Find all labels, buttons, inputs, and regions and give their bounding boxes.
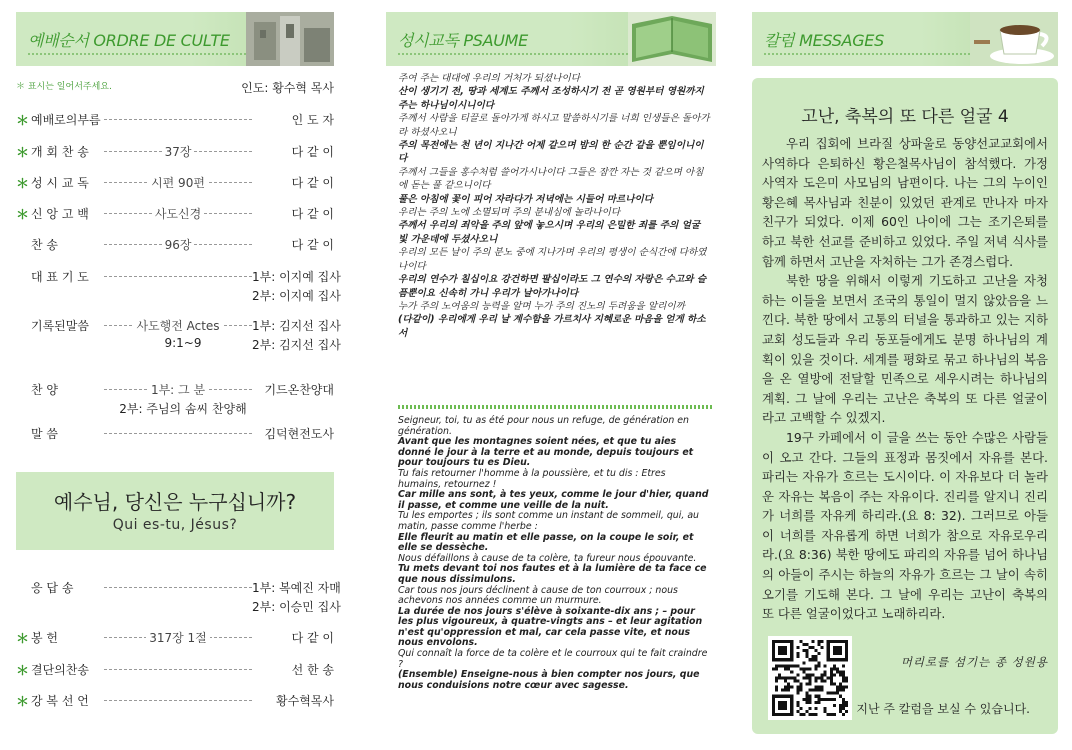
order-detail-2: 2부: 주님의 솜씨 찬양해	[119, 402, 247, 416]
psalm-verse: Qui connaît la force de ta colère et le courroux qui te fait craindre ?	[398, 648, 708, 670]
messages-column	[752, 0, 1058, 750]
psalm-response: La durée de nos jours s'élève à soixante-dix ans ; – pour les plus vigoureux, à quatre-vingts ans – et leur agitation n'est qu'oppression et mal, car cela passe vite, et nous nous envolons.	[398, 605, 703, 649]
stand-marker: ＊	[16, 177, 30, 192]
header-dotted-line	[764, 53, 978, 55]
order-person: 기드온찬양대	[264, 383, 334, 397]
order-person: 다 같 이	[291, 145, 334, 159]
order-row-offering	[16, 628, 334, 646]
order-row-psalm-reading	[16, 173, 334, 191]
messages-header	[752, 12, 1058, 66]
qr-code[interactable]	[768, 636, 852, 720]
order-person: 다 같 이	[291, 238, 334, 252]
psalm-response: Car mille ans sont, à tes yeux, comme le jour d'hier, quand il passe, et comme une veille de la nuit.	[398, 489, 709, 511]
order-label: 예배로의부름	[31, 113, 101, 127]
psalm-verse: Tu les emportes ; ils sont comme un instant de sommeil, qui, au matin, passe comme l'herbe :	[398, 510, 700, 532]
psalm-verse: 우리는 주의 노에 소멸되며 주의 분내심에 놀라나이다	[398, 207, 621, 219]
psalm-response: Tu mets devant toi nos fautes et à la lumière de ta face ce que nous dissimulons.	[398, 563, 707, 585]
order-row-dedication-hymn	[16, 660, 334, 678]
sermon-title-fr: Qui es-tu, Jésus?	[112, 517, 238, 533]
order-detail: 1부: 그 분	[104, 381, 252, 398]
order-row-creed	[16, 204, 334, 222]
column-body	[762, 134, 1048, 624]
service-leader: 인도: 황수혁 목사	[241, 81, 334, 95]
order-person: 황수혁목사	[276, 694, 334, 708]
psalm-title: 성시교독 PSAUME	[398, 31, 528, 50]
psalm-verse: Tu fais retourner l'homme à la poussière, et tu dis : Etres humains, retournez !	[398, 467, 666, 490]
psalm-verse: 주께서 사람을 티끌로 돌아가게 하시고 말씀하시기를 너희 인생들은 돌아가라 하셨사오니	[398, 113, 710, 138]
psalm-verse: Car tous nos jours déclinent à cause de ton courroux ; nous achevons nos années comme un murmure.	[398, 584, 678, 607]
worship-order-header	[16, 12, 334, 66]
church-building-image	[246, 12, 334, 66]
sermon-title-ko: 예수님, 당신은 누구십니까?	[53, 490, 297, 514]
psalm-response: (Ensemble) Enseigne-nous à bien compter nos jours, que nous conduisions notre cœur avec sagesse.	[398, 669, 700, 691]
psalm-verse: 주께서 그들을 홍수처럼 쓸어가시나이다 그들은 잠깐 자는 것 같으며 아침에 돋는 풀 같으니이다	[398, 166, 704, 192]
order-person: 다 같 이	[291, 207, 334, 221]
psalm-response: 풀은 아침에 꽃이 피어 자라다가 저녁에는 시들어 마르나이다	[398, 193, 654, 205]
psalm-column	[386, 0, 716, 750]
psalm-verse: Nous défaillons à cause de ta colère, ta fureur nous épouvante.	[398, 552, 697, 564]
order-label: 응 답 송	[31, 581, 74, 595]
column-paragraph: 19구 카페에서 이 글을 쓰는 동안 수많은 사람들이 오고 간다. 그들의 표정과 몸짓에서 자유를 본다. 파리는 자유가 흐르는 도시이다. 이 자유보다 더 놀라운 자유는 복음이 주는 자유이다. 진리를 알지니 진리가 너희를 자유케 하리라.(요 8: 32). 그러므로 아들이 너희를 자유롭게 하면 너희가 참으로 자유로우리라.(요 8:36) 북한 땅에도 파리의 자유를 넘어 하나님의 아들이 주시는 하늘의 자유가 흐르는 그 날이 속히 오기를 기도해 본다. 그 날에 우리는 고난이 축복의 또 다른 얼굴이었다고 노래하리라.	[762, 429, 1048, 622]
coffee-cup-image	[970, 12, 1058, 66]
order-detail: 사도행전 Actes	[104, 317, 252, 334]
order-label: 찬 양	[31, 383, 58, 397]
previous-column-link[interactable]: 지난 주 칼럼을 보실 수 있습니다.	[856, 702, 1030, 716]
psalm-response: 주께서 우리의 죄악을 주의 앞에 놓으시며 우리의 은밀한 죄를 주의 얼굴 빛 가운데에 두셨사오니	[398, 220, 701, 245]
worship-order-column	[16, 0, 341, 750]
order-row-anthem	[16, 380, 334, 416]
stand-marker: ＊	[16, 208, 30, 223]
order-row-sermon	[16, 424, 334, 442]
stand-marker: ＊	[16, 695, 30, 710]
order-row-hymn	[16, 235, 334, 253]
order-person: 인 도 자	[291, 113, 334, 127]
order-label: 강 복 선 언	[31, 694, 89, 708]
standing-note: ＊ 표시는 일어서주세요.	[16, 82, 112, 92]
order-person: 1부: 복예진 자매	[252, 581, 341, 595]
column-paragraph: 우리 집회에 브라질 상파울로 동양선교교회에서 사역하다 은퇴하신 황은철목사님이 참석했다. 가정 사역자 도은미 사모님의 남편이다. 나는 그의 누이인 황은혜 목사님과 친분이 있었던 관계로 만나자 마자 친구가 되었다. 이제 60인 나이에 그는 조기은퇴를 하고 북한 선교를 준비하고 있었다. 주일 저녁 식사를 함께 하면서 고난을 자처하는 그가 존경스럽다.	[762, 136, 1048, 269]
psalm-verse: 누가 주의 노여움의 능력을 알며 누가 주의 진노의 두려움을 알리이까	[398, 300, 685, 312]
order-person-2: 2부: 이승민 집사	[252, 600, 341, 614]
open-book-image	[628, 12, 716, 66]
worship-order-title: 예배순서 ORDRE DE CULTE	[28, 31, 230, 50]
order-detail: 시편 90편	[104, 174, 252, 191]
psalm-response: 주의 목전에는 천 년이 지나간 어제 같으며 밤의 한 순간 같을 뿐임이니이다	[398, 140, 704, 165]
order-row-response	[16, 578, 341, 614]
order-detail-2: 9:1~9	[164, 336, 202, 350]
psalm-korean	[398, 72, 710, 340]
order-row-call-to-worship	[16, 110, 334, 128]
order-label: 찬 송	[31, 238, 58, 252]
psalm-response: Avant que les montagnes soient nées, et que tu aies donné le jour à la terre et au monde, depuis toujours et pour toujours tu es Dieu.	[398, 436, 694, 469]
psalm-response: 우리의 연수가 칠십이요 강건하면 팔십이라도 그 연수의 자랑은 수고와 슬픔뿐이요 신속히 가니 우리가 날아가나이다	[398, 274, 707, 299]
column-signature: 머리로를 섬기는 종 성원용	[900, 655, 1048, 669]
order-person: 다 같 이	[291, 176, 334, 190]
stand-marker: ＊	[16, 146, 30, 161]
order-person: 김덕현전도사	[264, 427, 334, 441]
order-row-prayer	[16, 267, 341, 303]
column-title: 고난, 축복의 또 다른 얼굴 4	[801, 107, 1009, 127]
order-person-2: 2부: 이지예 집사	[252, 289, 341, 303]
stand-marker: ＊	[16, 114, 30, 129]
order-label: 말 씀	[31, 427, 58, 441]
psalm-verse: 우리의 모든 날이 주의 분노 중에 지나가며 우리의 평생이 순식간에 다하였나이다	[398, 247, 707, 272]
order-label: 개 회 찬 송	[31, 145, 89, 159]
messages-title: 칼럼 MESSAGES	[764, 31, 884, 50]
header-dotted-line	[398, 53, 636, 55]
order-label: 신 앙 고 백	[31, 207, 89, 221]
psalm-verse: Seigneur, toi, tu as été pour nous un refuge, de génération en génération.	[398, 415, 689, 437]
sermon-title-box	[16, 472, 334, 550]
order-person: 1부: 이지예 집사	[252, 270, 341, 284]
stand-marker: ＊	[16, 664, 30, 679]
order-person: 다 같 이	[291, 631, 334, 645]
order-person: 1부: 김지선 집사	[252, 319, 341, 333]
order-label: 기록된말씀	[31, 319, 89, 333]
column-card	[752, 78, 1058, 734]
psalm-response: 산이 생기기 전, 땅과 세계도 주께서 조성하시기 전 곧 영원부터 영원까지 주는 하나님이시니이다	[398, 86, 704, 111]
order-row-benediction	[16, 691, 334, 709]
order-person-2: 2부: 김지선 집사	[252, 338, 341, 352]
psalm-response: Elle fleurit au matin et elle passe, on la coupe le soir, et elle se dessèche.	[398, 531, 694, 554]
order-label: 봉 헌	[31, 631, 58, 645]
psalm-response: (다같이) 우리에게 우리 날 계수함을 가르치사 지혜로운 마음을 얻게 하소서	[398, 314, 706, 339]
header-dotted-line	[28, 53, 254, 55]
psalm-divider	[398, 405, 712, 409]
order-label: 성 시 교 독	[31, 176, 89, 190]
psalm-french	[398, 416, 710, 691]
stand-marker: ＊	[16, 632, 30, 647]
order-row-scripture	[16, 316, 341, 352]
order-detail: 317장 1절	[104, 629, 252, 646]
order-label: 결단의찬송	[31, 663, 89, 677]
order-row-opening-hymn	[16, 142, 334, 160]
order-detail: 사도신경	[104, 205, 252, 222]
order-label: 대 표 기 도	[31, 270, 89, 284]
column-paragraph: 북한 땅을 위해서 이렇게 기도하고 고난을 자청하는 이들을 보면서 조국의 통일이 멀지 않았음을 느낀다. 북한 땅에서 고통의 터널을 통과하고 있는 지하교회 성도들과 우리 동포들에게도 분명 하나님의 계획이 있을 것이다. 세계를 평화로 묶고 하나님의 복음을 온 열방에 전달할 민족으로 세우시려는 하나님의 계획. 그 날에 우리는 고난은 축복의 또 다른 얼굴이라고 고백할 수 있겠지.	[762, 273, 1048, 426]
psalm-verse: 주여 주는 대대에 우리의 거처가 되셨나이다	[398, 73, 581, 84]
order-detail: 96장	[104, 236, 252, 253]
order-person: 선 한 송	[291, 663, 334, 677]
psalm-header	[386, 12, 716, 66]
order-detail: 37장	[104, 143, 252, 160]
